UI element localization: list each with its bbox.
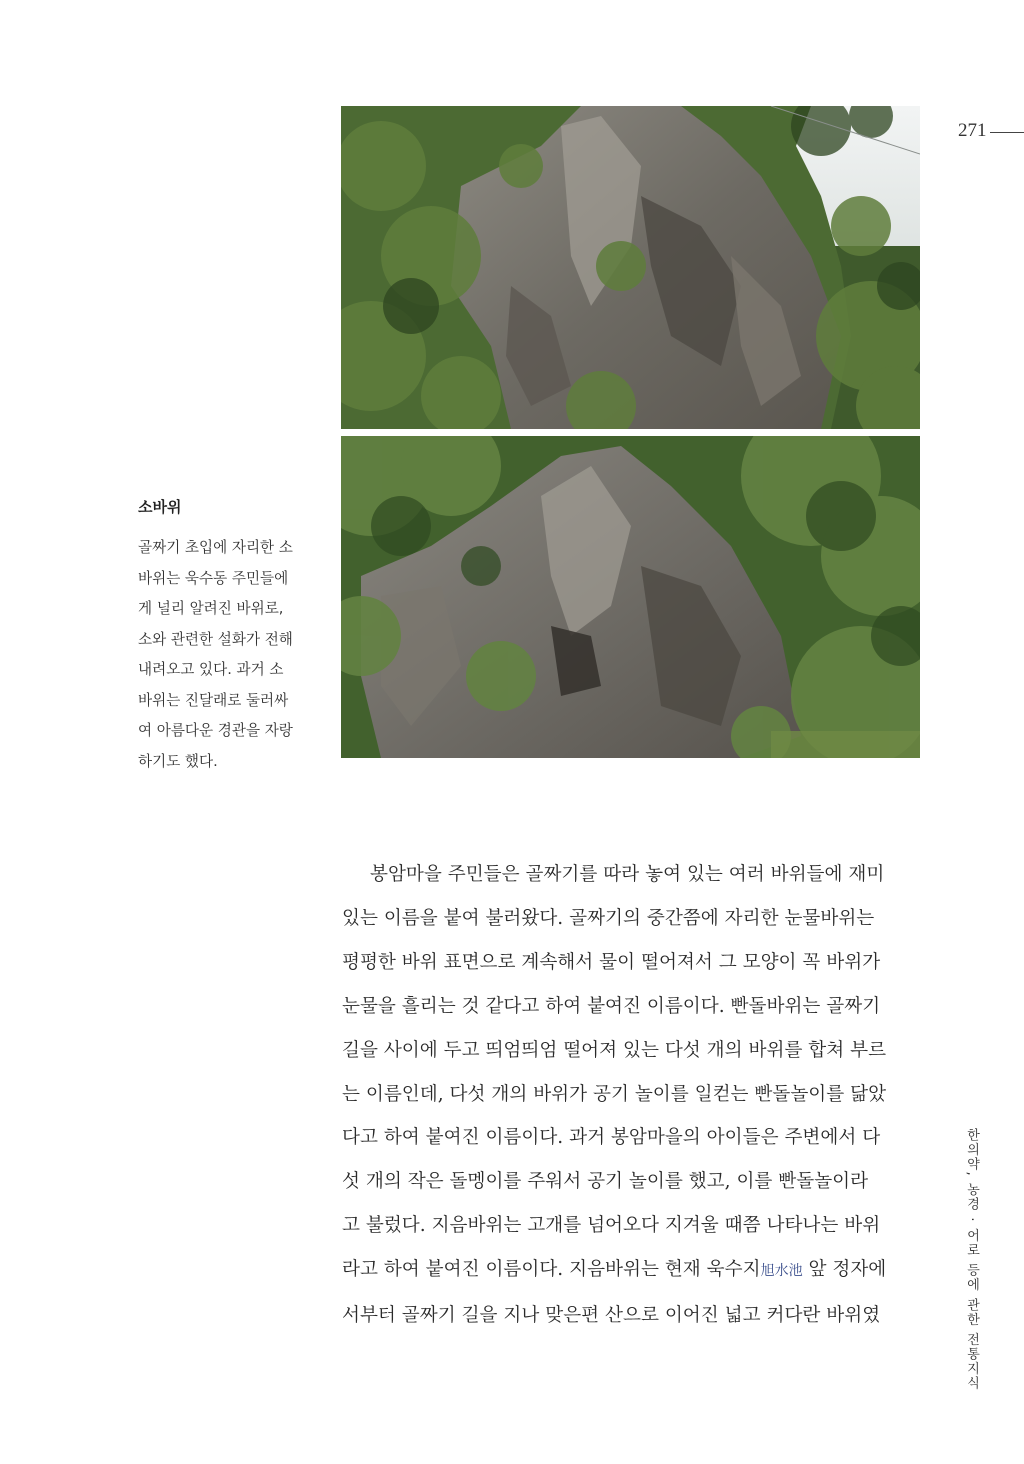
section-side-label: 한의약, 농경 · 어로 등에 관한 전통지식 <box>964 1128 979 1391</box>
hanja-annotation: 旭水池 <box>760 1263 803 1280</box>
page-number: 271 <box>958 120 987 141</box>
body-line: 눈물을 흘리는 것 같다고 하여 붙여진 이름이다. 빤돌바위는 골짜기 <box>342 995 881 1017</box>
body-line <box>342 1248 922 1294</box>
caption-line: 골짜기 초입에 자리한 소 <box>138 539 293 556</box>
body-line-text: 라고 하여 붙여진 이름이다. 지음바위는 현재 욱수지 <box>342 1259 761 1281</box>
body-line: 있는 이름을 붙여 불러왔다. 골짜기의 중간쯤에 자리한 눈물바위는 <box>342 907 875 929</box>
caption-line: 하기도 했다. <box>138 752 218 770</box>
body-paragraph <box>342 853 922 1338</box>
body-line: 섯 개의 작은 돌멩이를 주워서 공기 놀이를 했고, 이를 빤돌놀이라 <box>342 1171 869 1193</box>
body-line: 길을 사이에 두고 띄엄띄엄 떨어져 있는 다섯 개의 바위를 합쳐 부르 <box>342 1039 887 1061</box>
caption-line: 바위는 진달래로 둘러싸 <box>138 691 289 709</box>
page-number-rule <box>990 132 1024 133</box>
caption-body <box>138 533 318 777</box>
body-line-text: 앞 정자에 <box>802 1259 887 1281</box>
caption-line: 소와 관련한 설화가 전해 <box>138 630 293 648</box>
body-line: 평평한 바위 표면으로 계속해서 물이 떨어져서 그 모양이 꼭 바위가 <box>342 951 881 973</box>
caption-title: 소바위 <box>138 498 182 516</box>
body-line: 는 이름인데, 다섯 개의 바위가 공기 놀이를 일컫는 빤돌놀이를 닮았 <box>342 1083 887 1105</box>
body-line: 고 불렀다. 지음바위는 고개를 넘어오다 지겨울 때쯤 나타나는 바위 <box>342 1215 881 1237</box>
body-line: 봉암마을 주민들은 골짜기를 따라 놓여 있는 여러 바위들에 재미 <box>370 864 885 885</box>
caption-line: 바위는 욱수동 주민들에 <box>138 569 289 587</box>
caption-line: 여 아름다운 경관을 자랑 <box>138 722 293 739</box>
caption-line: 게 널리 알려진 바위로, <box>138 600 284 617</box>
caption-line: 내려오고 있다. 과거 소 <box>138 661 284 678</box>
rock-cliff-photo-upper <box>341 106 920 429</box>
body-line: 다고 하여 붙여진 이름이다. 과거 봉암마을의 아이들은 주변에서 다 <box>342 1127 881 1149</box>
rock-cliff-photo-lower <box>341 436 920 758</box>
body-line: 서부터 골짜기 길을 지나 맞은편 산으로 이어진 넓고 커다란 바위였 <box>342 1305 881 1327</box>
